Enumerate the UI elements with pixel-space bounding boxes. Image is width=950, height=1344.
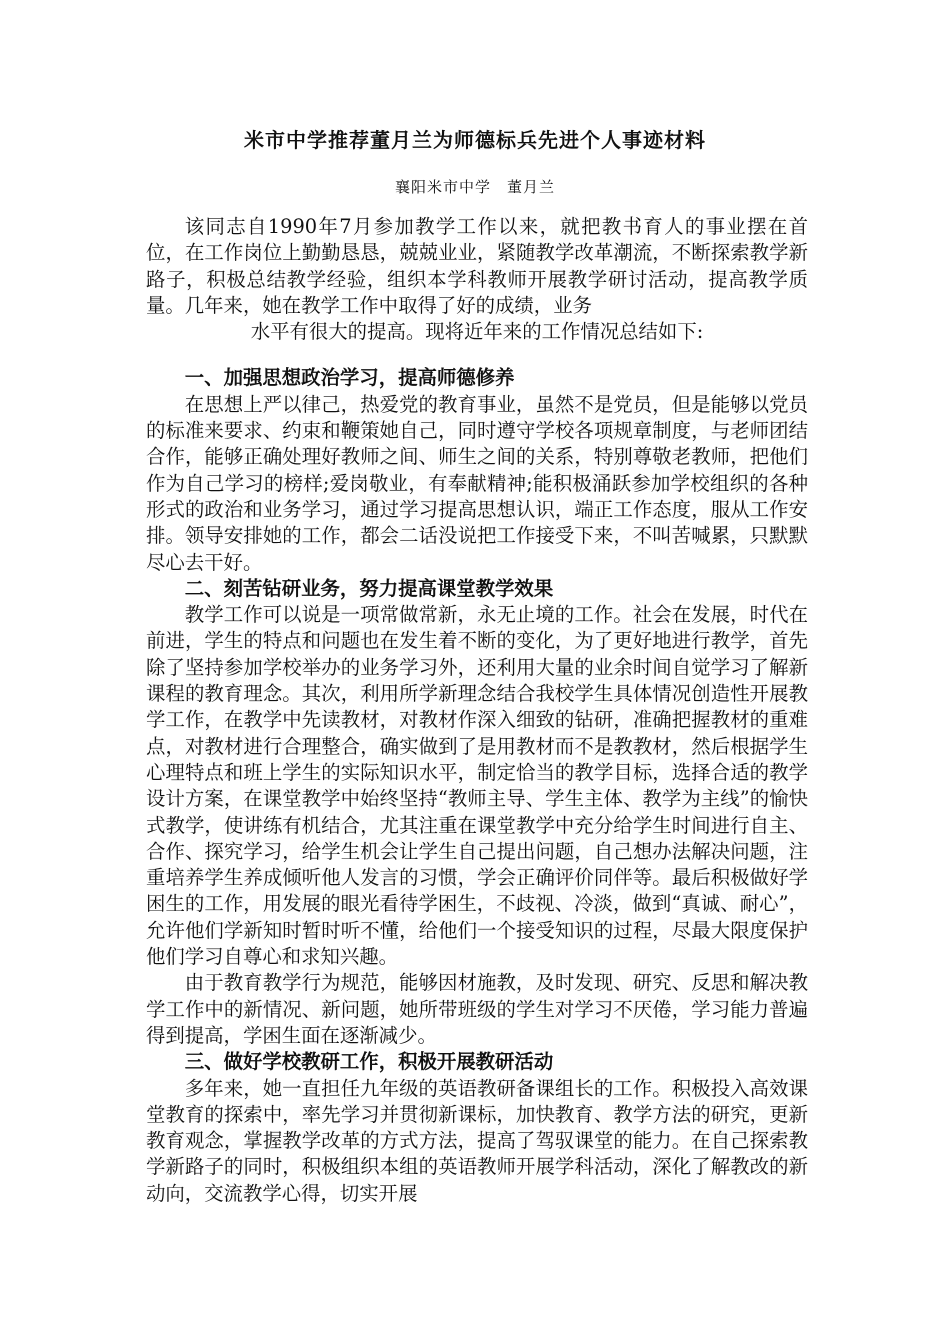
intro-paragraph-tail: 水平有很大的提高。现将近年来的工作情况总结如下: [250,320,704,344]
section-2-paragraph-1: 教学工作可以说是一项常做常新，永无止境的工作。社会在发展，时代在前进，学生的特点和问题也在发生着不断的变化，为了更好地进行教学，首先除了坚持参加学校举办的业务学习外，还利用大量的业余时间自觉学习了解新课程的教育理念。其次，利用所学新理念结合我校学生具体情况创造性开展教学工作，在教学中先读教材，对教材作深入细致的钻研，准确把握教材的重难点，对教材进行合理整合，确实做到了是用教材而不是教教材，然后根据学生心理特点和班上学生的实际知识水平，制定恰当的教学目标，选择合适的教学设计方案，在课堂教学中始终坚持“教师主导、学生主体、教学为主线”的愉快式教学，使讲练有机结合，尤其注重在课堂教学中充分给学生时间进行自主、合作、探究学习，给学生机会让学生自己提出问题，自己想办法解决问题，注重培养学生养成倾听他人发言的习惯，学会正确评价同伴等。最后积极做好学困生的工作，用发展的眼光看待学困生，不歧视、冷淡，做到“真诚、耐心”，允许他们学新知时暂时听不懂，给他们一个接受知识的过程，尽最大限度保护他们学习自尊心和求知兴趣。 [146,603,808,969]
section-3-paragraph: 多年来，她一直担任九年级的英语教研备课组长的工作。积极投入高效课堂教育的探索中，率先学习并贯彻新课标，加快教育、教学方法的研究，更新教育观念，掌握教学改革的方式方法，提高了驾驭课堂的能力。在自己探索教学新路子的同时，积极组织本组的英语教师开展学科活动，深化了解教改的新动向，交流教学心得，切实开展 [146,1076,808,1205]
section-gap [146,345,808,365]
section-2-paragraph-2: 由于教育教学行为规范，能够因材施教，及时发现、研究、反思和解决教学工作中的新情况、新问题，她所带班级的学生对学习不厌倦，学习能力普遍得到提高，学困生面在逐渐减少。 [146,971,808,1047]
document-body [146,214,808,1207]
section-heading-3: 三、做好学校教研工作，积极开展教研活动 [184,1050,554,1074]
document-title: 米市中学推荐董月兰为师德标兵先进个人事迹材料 [244,128,706,152]
section-heading-2: 二、刻苦钻研业务，努力提高课堂教学效果 [184,576,554,600]
intro-paragraph: 该同志自1990年7月参加教学工作以来，就把教书育人的事业摆在首位，在工作岗位上勤勤恳恳，兢兢业业，紧随教学改革潮流，不断探索教学新路子，积极总结教学经验，组织本学科教师开展教学研讨活动，提高教学质量。几年来，她在教学工作中取得了好的成绩，业务 [146,215,808,317]
document-author: 襄阳米市中学 董月兰 [394,178,555,196]
section-heading-1: 一、加强思想政治学习，提高师德修养 [184,366,515,390]
section-1-paragraph: 在思想上严以律己，热爱党的教育事业，虽然不是党员，但是能够以党员的标准来要求、约束和鞭策她自己，同时遵守学校各项规章制度，与老师团结合作，能够正确处理好教师之间、师生之间的关系，特别尊敬老教师，把他们作为自己学习的榜样;爱岗敬业，有奉献精神;能积极涌跃参加学校组织的各种形式的政治和业务学习，通过学习提高思想认识，端正工作态度，服从工作安排。领导安排她的工作，都会二话没说把工作接受下来，不叫苦喊累，只默默尽心去干好。 [146,392,808,574]
